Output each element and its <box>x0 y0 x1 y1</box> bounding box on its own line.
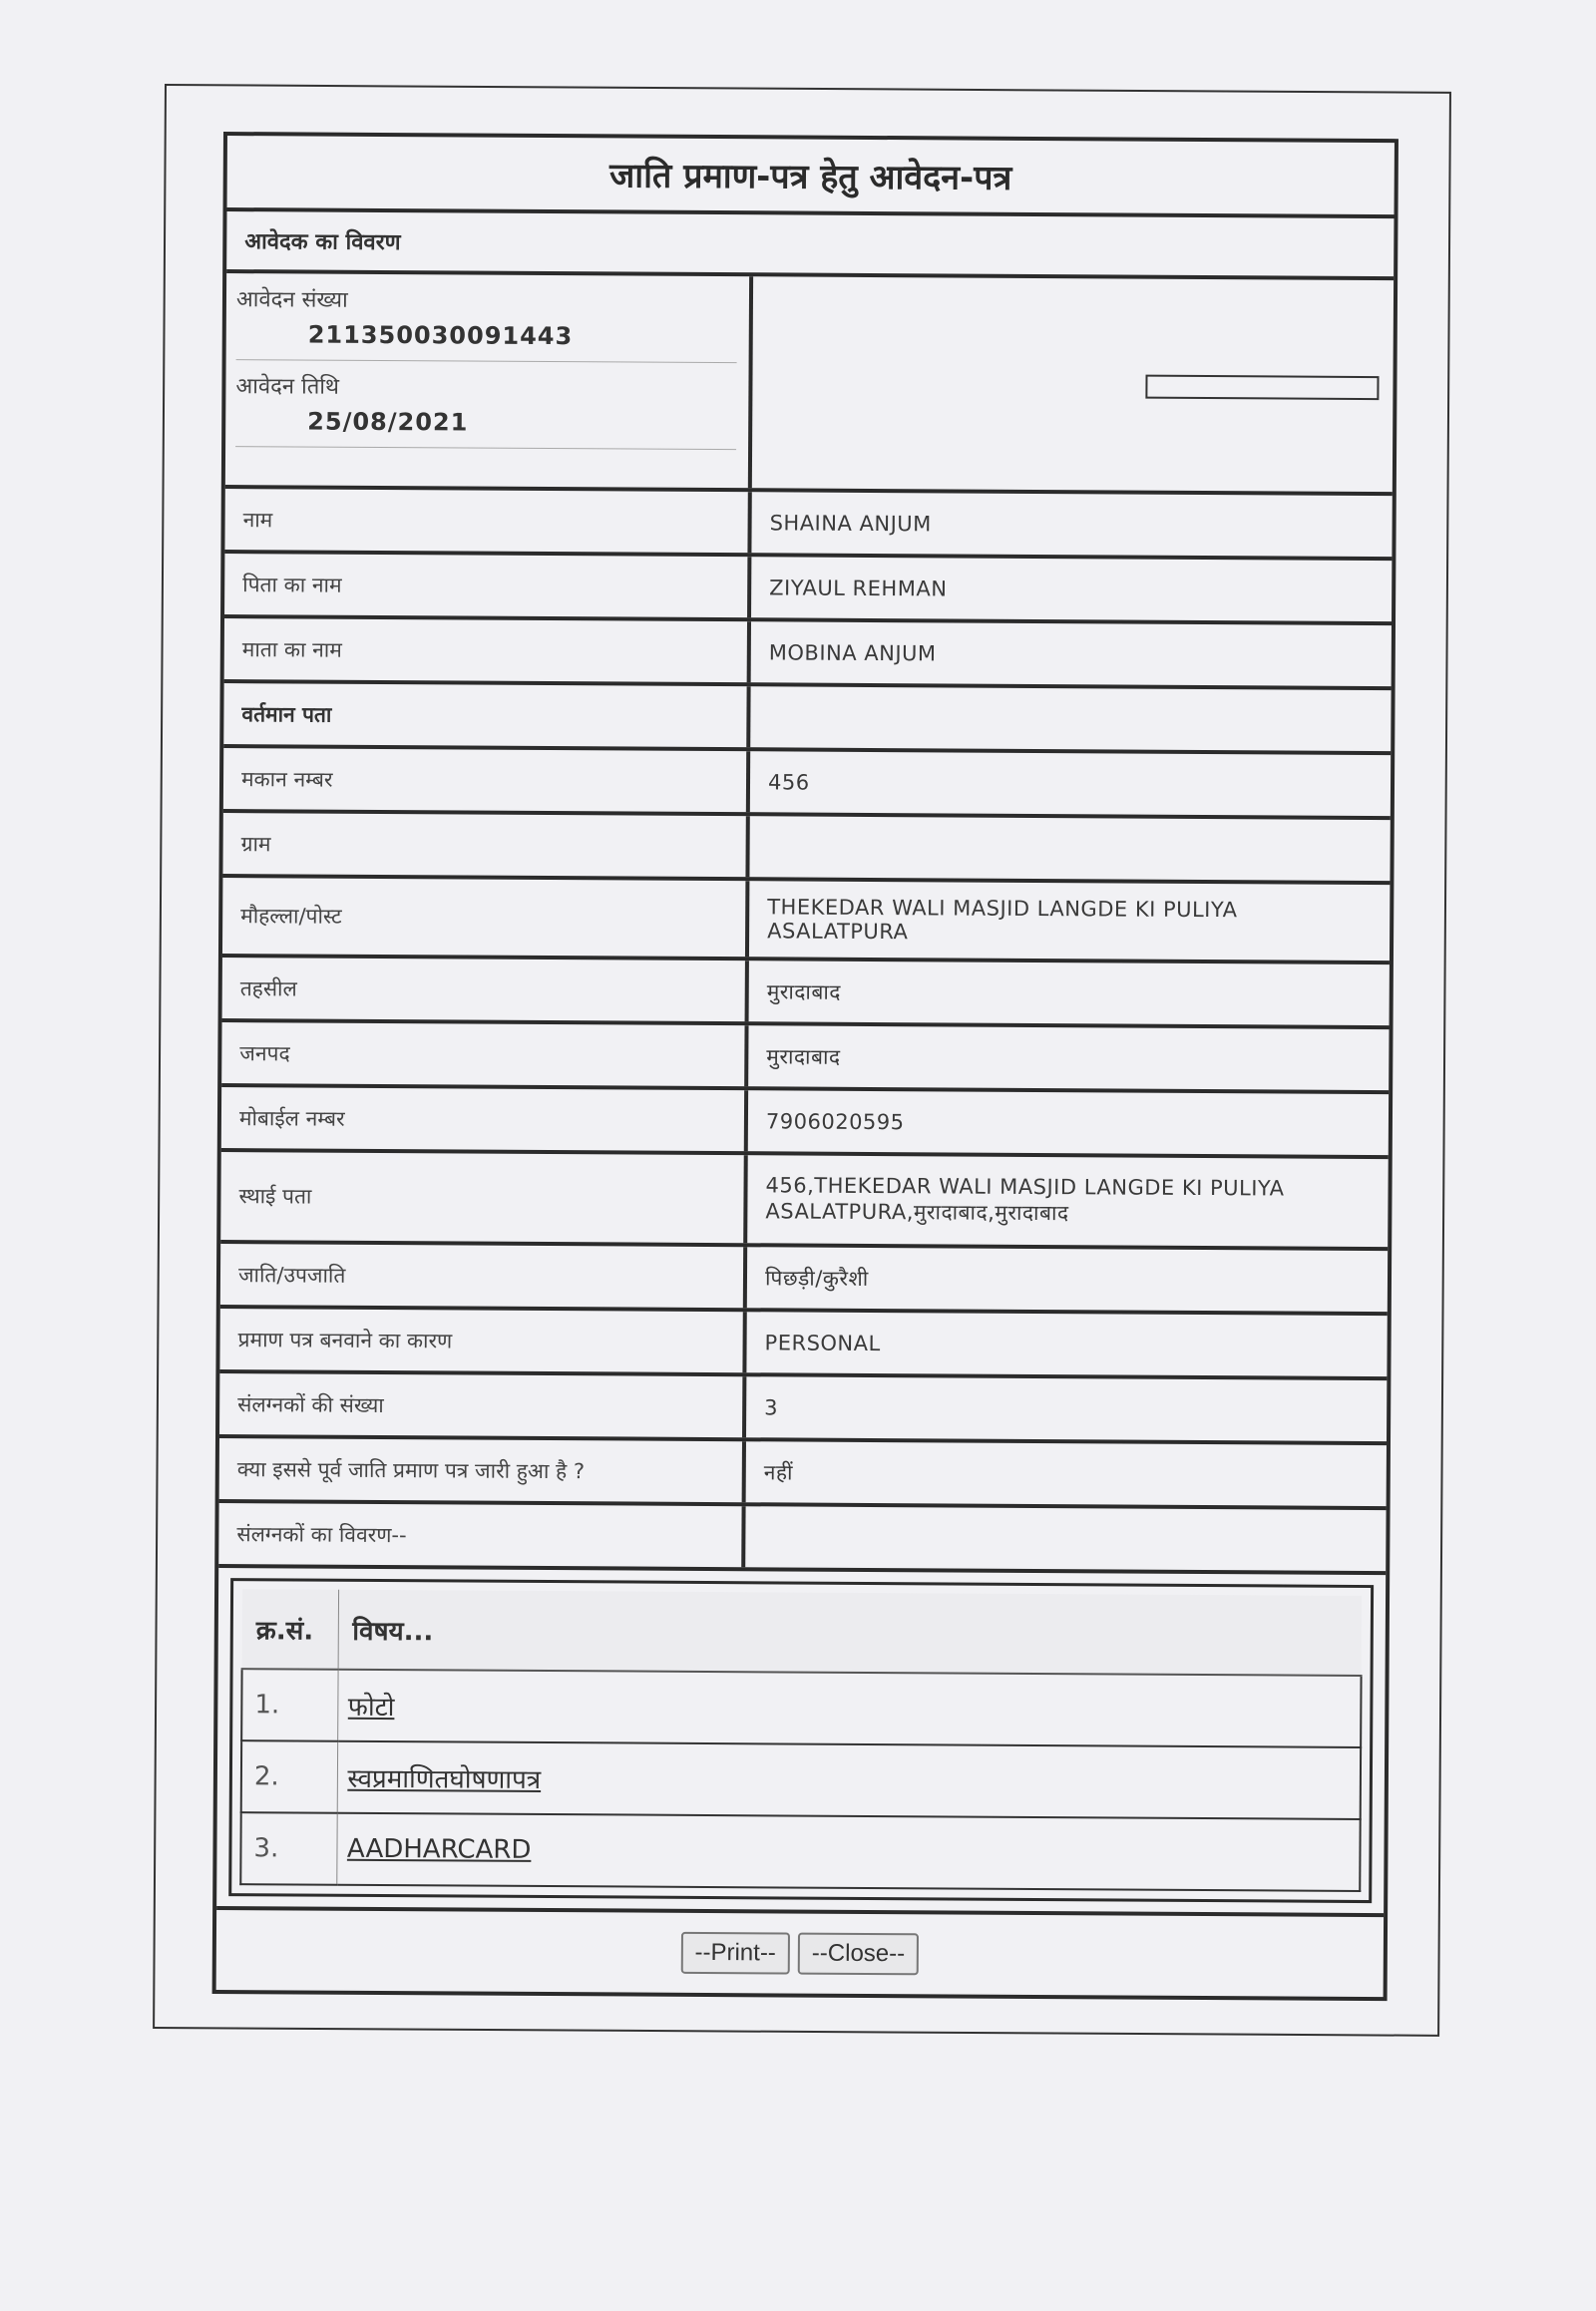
row-father-name <box>224 554 1392 625</box>
row-label: मकान नम्बर <box>223 748 750 812</box>
row-value: 7906020595 <box>765 1108 905 1134</box>
row-name <box>224 489 1392 561</box>
row-label: मोबाईल नम्बर <box>221 1087 748 1151</box>
table-row <box>241 1669 1361 1747</box>
caste-certificate-form <box>212 132 1398 2001</box>
row-label: ग्राम <box>222 813 749 877</box>
section-applicant-details: आवेदक का विवरण <box>226 211 1394 280</box>
row-value: THEKEDAR WALI MASJID LANGDE KI PULIYA ASALATPURA <box>767 895 1238 945</box>
attachments-section <box>216 1568 1386 1917</box>
attachments-header-row <box>242 1589 1362 1676</box>
row-label: नाम <box>224 489 751 553</box>
row-label: वर्तमान पता <box>223 683 750 747</box>
row-attachment-count <box>219 1373 1387 1445</box>
row-mother-name <box>224 618 1392 690</box>
row-label: माता का नाम <box>224 618 751 682</box>
row-locality-post <box>222 878 1390 964</box>
row-value: 456,THEKEDAR WALI MASJID LANGDE KI PULIYA ASALATPURA,मुरादाबाद,मुरादाबाद <box>765 1173 1285 1226</box>
attachment-cell <box>337 1741 1361 1819</box>
column-header-subject: विषय... <box>338 1590 1362 1676</box>
attachment-link[interactable]: स्वप्रमाणितघोषणापत्र <box>347 1763 542 1795</box>
row-label: स्थाई पता <box>220 1152 748 1243</box>
attachment-link[interactable]: फोटो <box>347 1692 395 1724</box>
application-number-label: आवेदन संख्या <box>235 287 348 313</box>
application-number-field <box>236 283 737 363</box>
row-previous-certificate <box>219 1438 1387 1510</box>
action-bar <box>216 1910 1384 1997</box>
attachment-sno: 3. <box>240 1812 336 1885</box>
row-mobile-number <box>221 1087 1389 1159</box>
column-header-sno: क्र.सं. <box>242 1589 338 1670</box>
attachment-cell <box>337 1670 1361 1747</box>
row-label: जाति/उपजाति <box>220 1244 747 1308</box>
close-button[interactable]: --Close-- <box>798 1933 920 1976</box>
attachment-link[interactable]: AADHARCARD <box>346 1833 532 1865</box>
row-label: जनपद <box>221 1022 748 1086</box>
attachment-cell <box>336 1813 1360 1891</box>
application-info <box>225 273 753 488</box>
print-button[interactable]: --Print-- <box>680 1932 790 1975</box>
application-date-field <box>235 370 736 450</box>
row-village <box>222 813 1390 885</box>
row-district <box>221 1022 1389 1094</box>
row-value: SHAINA ANJUM <box>769 510 932 536</box>
row-value: MOBINA ANJUM <box>768 639 937 665</box>
application-block <box>225 273 1394 496</box>
row-value: पिछड़ी/कुरैशी <box>764 1265 869 1291</box>
attachments-table <box>239 1589 1363 1892</box>
attachments-frame <box>228 1578 1374 1903</box>
row-certificate-reason <box>219 1309 1387 1380</box>
row-value: PERSONAL <box>764 1330 881 1355</box>
row-value: मुरादाबाद <box>766 1043 841 1069</box>
row-value <box>750 686 1391 751</box>
row-label: प्रमाण पत्र बनवाने का कारण <box>219 1309 746 1372</box>
row-value: ZIYAUL REHMAN <box>769 575 948 600</box>
row-label: पिता का नाम <box>224 554 751 617</box>
row-caste-subcaste <box>220 1244 1388 1316</box>
row-tehsil <box>222 958 1390 1029</box>
row-label: क्या इससे पूर्व जाति प्रमाण पत्र जारी हुआ है ? <box>219 1438 746 1502</box>
row-label: संलग्नकों का विवरण-- <box>218 1503 745 1567</box>
row-house-number <box>223 748 1391 820</box>
application-date-label: आवेदन तिथि <box>235 374 340 400</box>
row-label: संलग्नकों की संख्या <box>219 1373 746 1437</box>
row-attachment-details <box>218 1503 1386 1575</box>
row-value <box>745 1506 1386 1571</box>
row-label: मौहल्ला/पोस्ट <box>222 878 749 957</box>
row-value: 456 <box>767 769 810 795</box>
row-permanent-address <box>220 1152 1389 1251</box>
application-number-value: 211350030091443 <box>307 320 574 351</box>
table-row <box>241 1740 1361 1819</box>
row-value: नहीं <box>763 1459 794 1485</box>
row-current-address <box>223 683 1391 755</box>
attachment-sno: 1. <box>241 1669 337 1741</box>
row-value: 3 <box>764 1394 779 1419</box>
row-label: तहसील <box>222 958 749 1021</box>
attachment-sno: 2. <box>241 1740 337 1813</box>
row-value <box>749 816 1390 881</box>
application-date-value: 25/08/2021 <box>307 407 469 437</box>
row-value: मुरादाबाद <box>766 978 842 1004</box>
photo-placeholder <box>1145 375 1379 400</box>
photo-area <box>752 276 1394 492</box>
form-title: जाति प्रमाण-पत्र हेतु आवेदन-पत्र <box>227 136 1395 218</box>
table-row <box>240 1812 1360 1891</box>
